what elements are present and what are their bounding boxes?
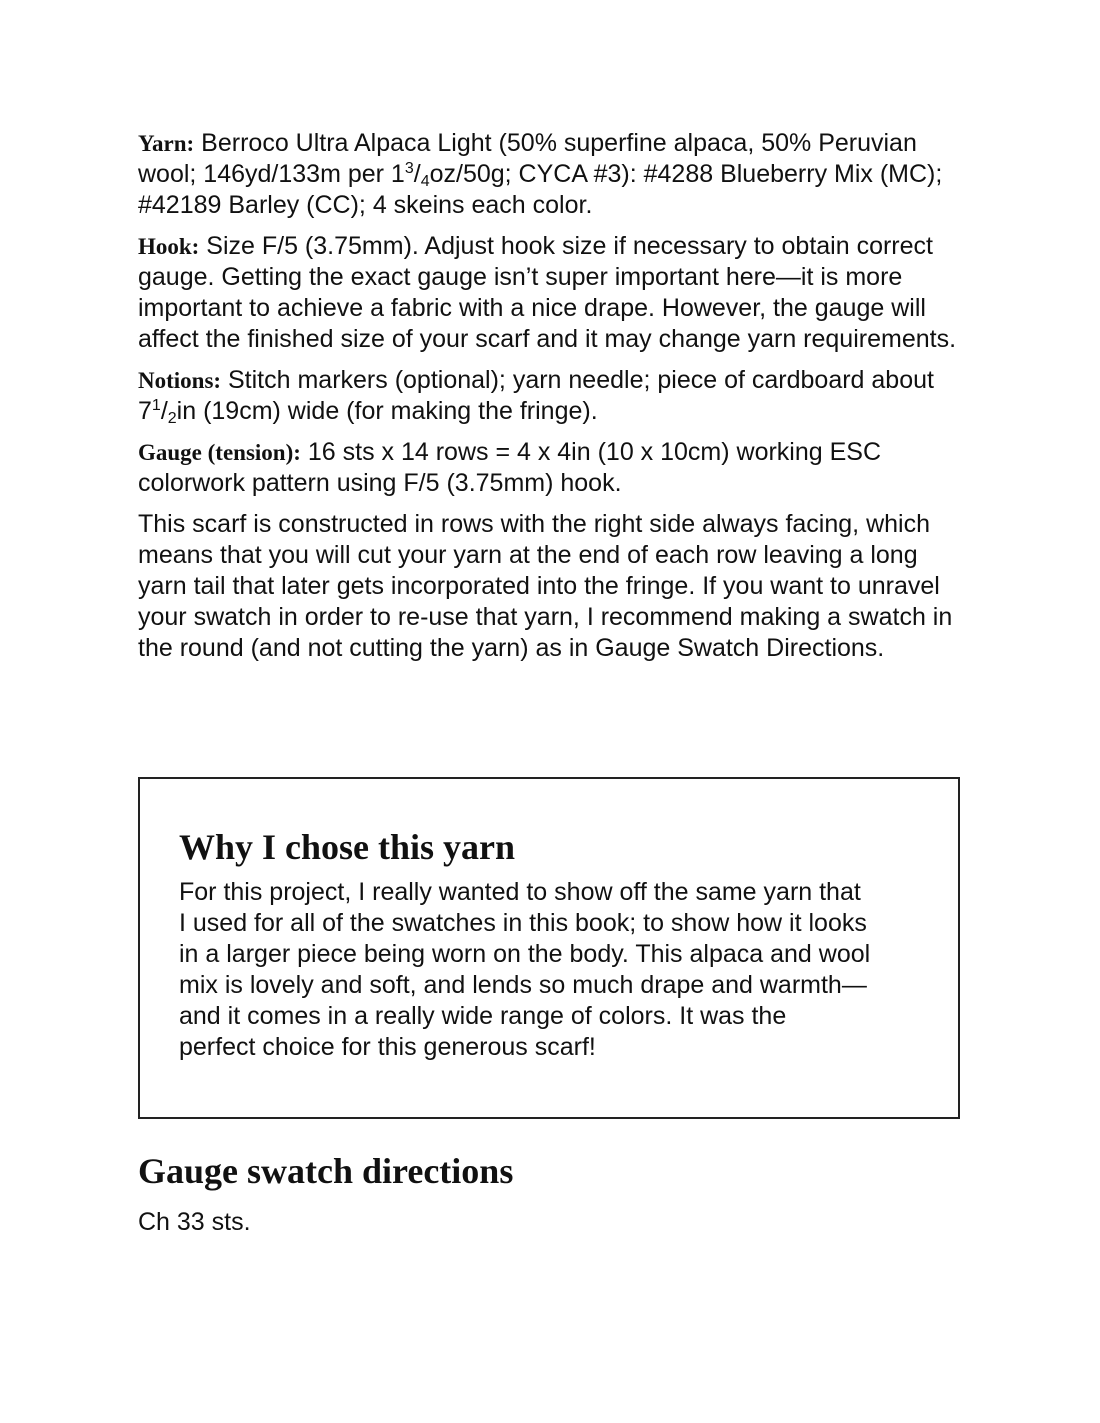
notions-text-start: Stitch markers (optional); yarn needle; piece of cardboard about 7 [138, 366, 934, 425]
sidebar-line: in a larger piece being worn on the body. This alpaca and wool [179, 940, 871, 968]
sidebar-line: I used for all of the swatches in this book; to show how it looks [179, 909, 867, 937]
yarn-text-end: oz/50g; CYCA #3): #4288 Blueberry Mix (MC); #42189 Barley (CC); 4 skeins each color. [138, 160, 943, 219]
yarn-fraction-denominator: 4 [420, 173, 430, 190]
sidebar-line: and it comes in a really wide range of colors. It was the [179, 1002, 787, 1030]
notions-text-end: in (19cm) wide (for making the fringe). [176, 397, 598, 425]
notions-fraction-numerator: 1 [151, 397, 161, 414]
gauge-label: Gauge (tension): [138, 440, 301, 465]
notions-paragraph [138, 365, 968, 427]
hook-text: Size F/5 (3.75mm). Adjust hook size if necessary to obtain correct gauge. Getting the exact gauge isn’t super important here—it is more important to achieve a fabric with a nice drape. However, the gauge will affect the finished size of your scarf and it may change yarn requirements. [138, 232, 957, 353]
sidebar-line: perfect choice for this generous scarf! [179, 1033, 596, 1061]
sidebar-line: For this project, I really wanted to show off the same yarn that [179, 878, 861, 906]
notions-fraction-slash: / [160, 397, 168, 425]
yarn-text-start: Berroco Ultra Alpaca Light (50% superfine alpaca, 50% Peruvian wool; 146yd/133m per 1 [138, 129, 917, 188]
gauge-paragraph [138, 437, 968, 499]
notions-label: Notions: [138, 368, 222, 393]
notions-fraction-denominator: 2 [167, 410, 177, 427]
yarn-paragraph [138, 128, 968, 221]
materials-section [138, 128, 968, 674]
hook-paragraph [138, 231, 968, 355]
yarn-fraction-numerator: 3 [404, 160, 414, 177]
hook-label: Hook: [138, 234, 200, 259]
sidebar-content [179, 827, 939, 1063]
construction-paragraph: This scarf is constructed in rows with the right side always facing, which means that you will cut your yarn at the end of each row leaving a long yarn tail that later gets incorporated into the fringe. If you want to unravel your swatch in order to re-use that yarn, I recommend making a swatch in the round (and not cutting the yarn) as in Gauge Swatch Directions. [138, 510, 953, 662]
yarn-fraction-slash: / [413, 160, 421, 188]
yarn-choice-sidebar [138, 777, 960, 1119]
sidebar-body [179, 877, 939, 1063]
sidebar-line: mix is lovely and soft, and lends so much drape and warmth— [179, 971, 867, 999]
gauge-text: 16 sts x 14 rows = 4 x 4in (10 x 10cm) working ESC colorwork pattern using F/5 (3.75mm) hook. [138, 438, 882, 497]
gauge-swatch-heading: Gauge swatch directions [138, 1151, 514, 1191]
sidebar-title: Why I chose this yarn [179, 827, 516, 867]
yarn-label: Yarn: [138, 131, 195, 156]
gauge-swatch-text: Ch 33 sts. [138, 1208, 251, 1236]
